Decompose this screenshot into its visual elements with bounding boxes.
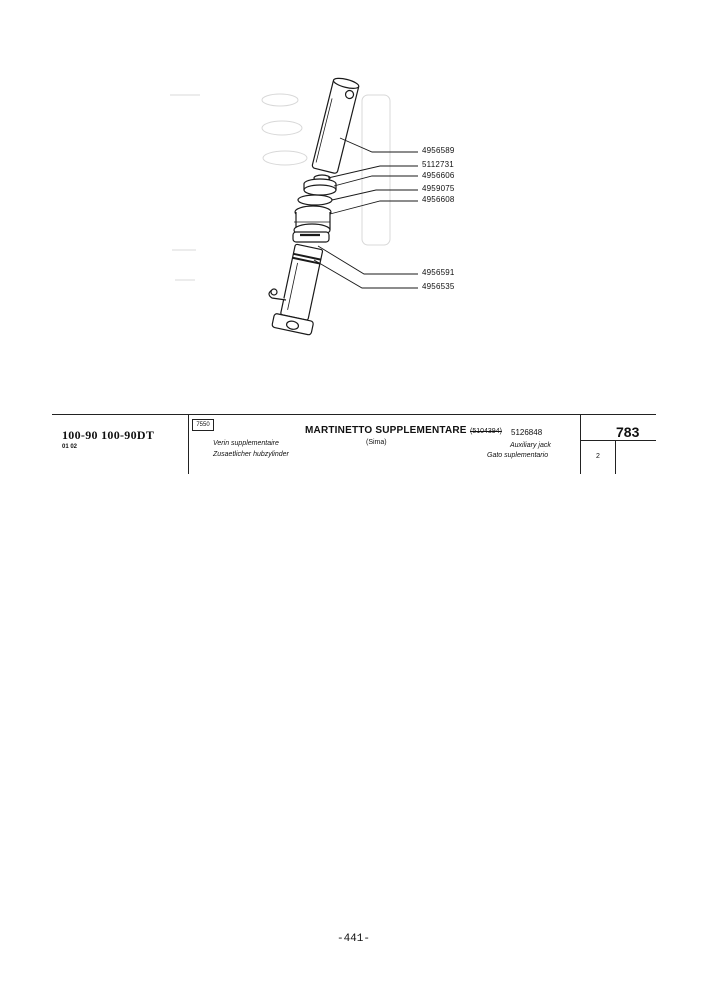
cylinder-head	[293, 195, 332, 242]
part-number-label: 4956608	[422, 195, 455, 204]
model-variants: 01 02	[62, 444, 78, 450]
title-italian: MARTINETTO SUPPLEMENTARE	[305, 425, 467, 436]
title-block-divider	[580, 414, 581, 474]
part-number-label: 4956606	[422, 171, 455, 180]
title-english: Auxiliary jack	[510, 442, 551, 449]
exploded-parts-drawing	[0, 0, 707, 400]
model-names: 100-90 100-90DT	[62, 428, 155, 442]
group-code-box: 7550	[192, 419, 214, 431]
rod-pin	[312, 76, 360, 173]
title-french: Verin supplementaire	[213, 440, 279, 447]
manufacturer: (Sima)	[366, 439, 387, 446]
part-number-label: 4956589	[422, 146, 455, 155]
cylinder-body	[272, 243, 329, 335]
old-part-code: (5104394)	[470, 428, 502, 435]
page-number: -441-	[336, 933, 370, 945]
title-block-divider	[615, 440, 616, 474]
title-german: Zusaetlicher hubzylinder	[213, 451, 289, 458]
title-block-top-rule	[52, 414, 656, 415]
title-block-divider	[188, 414, 189, 474]
part-number-label: 4956535	[422, 282, 455, 291]
ring-nut	[304, 179, 336, 195]
part-number-label: 4959075	[422, 184, 455, 193]
title-spanish: Gato suplementario	[487, 452, 549, 459]
part-number-label: 5112731	[422, 160, 454, 169]
title-block-table-rule	[581, 440, 656, 441]
part-number-label: 4956591	[422, 268, 455, 277]
quantity: 2	[596, 453, 600, 460]
new-part-code: 5126848	[511, 428, 543, 437]
table-number: 783	[616, 424, 640, 440]
